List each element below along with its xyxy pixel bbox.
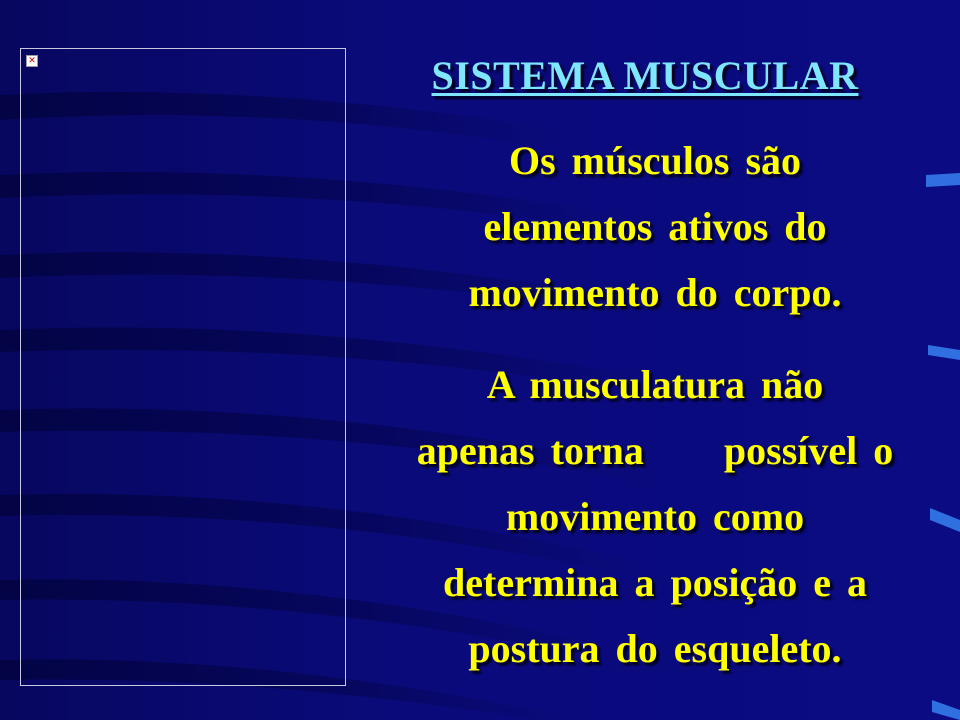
paragraph-2 xyxy=(355,352,955,682)
slide-title: SISTEMA MUSCULAR xyxy=(431,53,859,98)
paragraph-2-line: postura do esqueleto. xyxy=(468,626,842,671)
broken-image-icon: ✕ xyxy=(26,55,38,67)
paragraph-2-line: A musculatura não xyxy=(486,362,824,407)
paragraph-1-line: Os músculos são xyxy=(508,138,802,183)
paragraph-2-line: determina a posição e a xyxy=(443,560,867,605)
paragraph-2-line: apenas torna possível o xyxy=(416,428,894,473)
image-placeholder xyxy=(20,48,346,686)
paragraph-1-line: movimento do corpo. xyxy=(468,270,842,315)
paragraph-1 xyxy=(355,128,955,326)
paragraph-1-line: elementos ativos do xyxy=(483,204,827,249)
paragraph-2-line: movimento como xyxy=(505,494,805,539)
